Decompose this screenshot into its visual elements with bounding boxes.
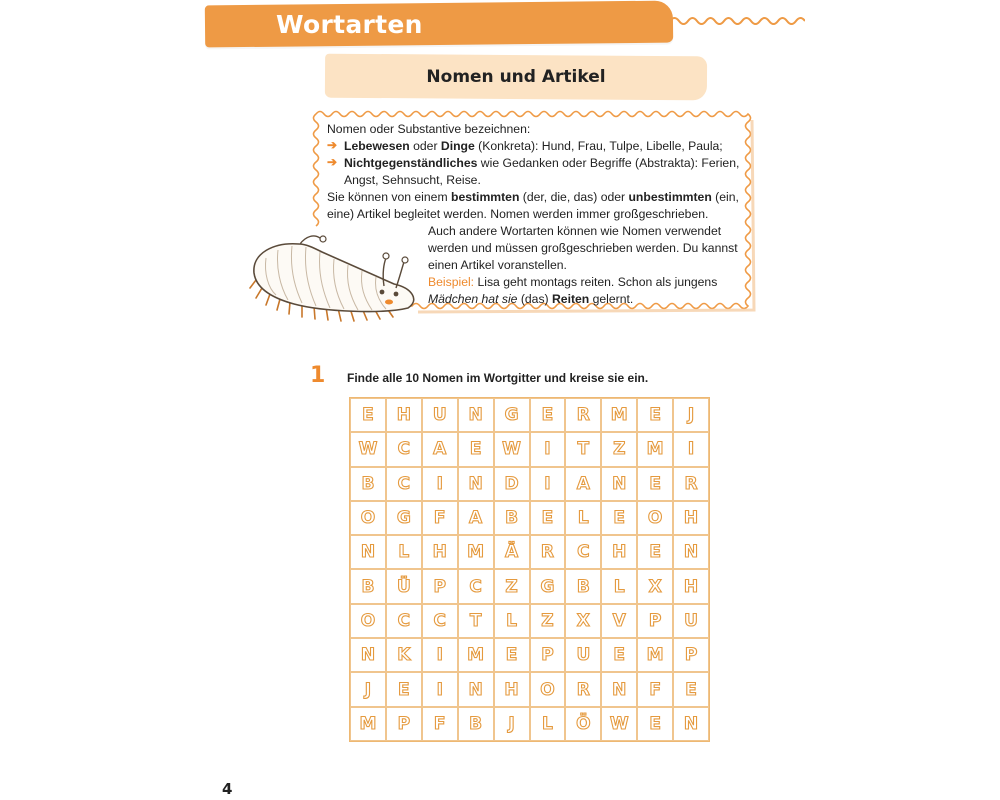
paragraph-text: (der, die, das) oder [519,190,629,204]
grid-cell[interactable]: N [458,398,494,432]
example-label: Beispiel: [428,275,475,289]
grid-cell[interactable]: O [350,604,386,638]
grid-cell[interactable]: E [386,672,422,706]
grid-cell[interactable]: P [422,569,458,603]
info-intro: Nomen oder Substantive bezeichnen: [327,122,531,136]
grid-cell[interactable]: B [350,569,386,603]
grid-cell[interactable]: B [458,707,494,741]
arrow-right-icon: ➔ [327,138,338,152]
grid-cell[interactable]: I [422,467,458,501]
grid-cell[interactable]: C [386,467,422,501]
example-text: Lisa geht montags reiten. Schon als jungens [474,275,718,289]
bullet-text: wie Gedanken oder Begriffe (Abstrakta): Ferien, [477,156,740,170]
grid-cell[interactable]: X [565,604,601,638]
grid-cell[interactable]: E [530,501,566,535]
grid-cell[interactable]: E [637,398,673,432]
term-lebewesen: Lebewesen [344,139,410,153]
example-line-1 [428,274,717,291]
caterpillar-illustration-icon [244,228,424,328]
term-nichtgegenstaendliches: Nichtgegenständliches [344,156,478,170]
grid-cell[interactable]: X [637,569,673,603]
grid-cell[interactable]: E [673,672,709,706]
grid-cell[interactable]: R [565,672,601,706]
bullet-nichtgegenstaendliches [344,155,739,172]
grid-cell[interactable]: E [458,432,494,466]
grid-cell[interactable]: C [565,535,601,569]
wave-decoration-icon [670,14,805,28]
grid-cell[interactable]: C [386,432,422,466]
grid-cell[interactable]: J [673,398,709,432]
term-bestimmten: bestimmten [451,190,520,204]
example-text: gelernt. [589,292,634,306]
example-line-2 [428,291,633,308]
grid-cell[interactable]: G [530,569,566,603]
grid-cell[interactable]: R [565,398,601,432]
grid-cell[interactable]: O [637,501,673,535]
grid-cell[interactable]: H [386,398,422,432]
grid-cell[interactable]: U [422,398,458,432]
grid-cell[interactable]: J [494,707,530,741]
grid-cell[interactable]: U [673,604,709,638]
grid-cell[interactable]: H [673,569,709,603]
grid-cell[interactable]: E [350,398,386,432]
grid-cell[interactable]: Z [494,569,530,603]
term-reiten: Reiten [551,292,590,306]
grid-cell[interactable]: P [386,707,422,741]
grid-cell[interactable]: F [422,707,458,741]
grid-cell[interactable]: I [422,672,458,706]
example-text: (das) [517,292,552,306]
grid-cell[interactable]: N [350,638,386,672]
page-title: Wortarten [276,10,423,39]
bullet-text-continued: Angst, Sehnsucht, Reise. [344,173,481,187]
grid-cell[interactable]: P [673,638,709,672]
nominalization-line-2: werden und müssen großgeschrieben werden. Du kannst [428,241,738,255]
grid-cell[interactable]: W [494,432,530,466]
grid-cell[interactable]: E [637,535,673,569]
grid-cell[interactable]: C [458,569,494,603]
grid-cell[interactable]: F [637,672,673,706]
paragraph-text-continued: eine) Artikel begleitet werden. Nomen werden immer großgeschrieben. [327,207,709,221]
grid-cell[interactable]: C [422,604,458,638]
grid-cell[interactable]: E [494,638,530,672]
grid-cell[interactable]: Ö [565,707,601,741]
grid-cell[interactable]: I [422,638,458,672]
grid-cell[interactable]: N [601,672,637,706]
nominalization-line-1: Auch andere Wortarten können wie Nomen verwendet [428,224,722,238]
paragraph-text: Sie können von einem [327,190,451,204]
grid-cell[interactable]: W [350,432,386,466]
grid-cell[interactable]: Z [601,432,637,466]
grid-cell[interactable]: M [350,707,386,741]
grid-cell[interactable]: H [494,672,530,706]
grid-cell[interactable]: I [673,432,709,466]
grid-cell[interactable]: B [565,569,601,603]
exercise-number: 1 [310,363,326,388]
grid-cell[interactable]: R [673,467,709,501]
paragraph-text: (ein, [711,190,739,204]
grid-cell[interactable]: K [386,638,422,672]
grid-cell[interactable]: E [530,398,566,432]
term-unbestimmten: unbestimmten [628,190,712,204]
grid-cell[interactable]: L [530,707,566,741]
grid-cell[interactable]: E [601,638,637,672]
bullet-text: oder [409,139,441,153]
grid-cell[interactable]: P [637,604,673,638]
grid-cell[interactable]: A [422,432,458,466]
grid-cell[interactable]: E [637,467,673,501]
article-paragraph [327,189,739,206]
grid-cell[interactable]: M [601,398,637,432]
grid-cell[interactable]: F [422,501,458,535]
bullet-lebewesen [344,138,723,155]
grid-cell[interactable]: A [458,501,494,535]
grid-cell[interactable]: O [350,501,386,535]
grid-cell[interactable]: N [350,535,386,569]
grid-cell[interactable]: G [494,398,530,432]
grid-cell[interactable]: V [601,604,637,638]
bullet-text: (Konkreta): Hund, Frau, Tulpe, Libelle, Paula; [474,139,723,153]
grid-cell[interactable]: Ü [386,569,422,603]
grid-cell[interactable]: W [601,707,637,741]
grid-cell[interactable]: N [601,467,637,501]
grid-cell[interactable]: H [422,535,458,569]
grid-cell[interactable]: M [458,638,494,672]
grid-cell[interactable]: N [673,707,709,741]
grid-cell[interactable]: M [458,535,494,569]
grid-cell[interactable]: P [530,638,566,672]
grid-cell[interactable]: C [386,604,422,638]
term-dinge: Dinge [440,139,475,153]
grid-cell[interactable]: N [458,672,494,706]
page-number: 4 [222,780,233,798]
grid-cell[interactable]: T [565,432,601,466]
grid-cell[interactable]: M [637,638,673,672]
grid-cell[interactable]: E [637,707,673,741]
word-search-grid [349,397,710,742]
grid-cell[interactable]: B [350,467,386,501]
grid-cell[interactable]: M [637,432,673,466]
grid-cell[interactable]: I [530,467,566,501]
grid-cell[interactable]: N [458,467,494,501]
grid-cell[interactable]: E [601,501,637,535]
section-title: Nomen und Artikel [426,67,606,87]
grid-cell[interactable]: Ä [494,535,530,569]
grid-cell[interactable]: Z [530,604,566,638]
grid-cell[interactable]: N [673,535,709,569]
grid-cell[interactable]: I [530,432,566,466]
grid-cell[interactable]: H [601,535,637,569]
grid-cell[interactable]: D [494,467,530,501]
arrow-right-icon: ➔ [327,155,338,169]
grid-cell[interactable]: L [601,569,637,603]
grid-cell[interactable]: L [386,535,422,569]
grid-cell[interactable]: L [494,604,530,638]
grid-cell[interactable]: R [530,535,566,569]
grid-cell[interactable]: G [386,501,422,535]
grid-cell[interactable]: L [565,501,601,535]
grid-cell[interactable]: O [530,672,566,706]
grid-cell[interactable]: J [350,672,386,706]
nominalization-line-3: einen Artikel voranstellen. [428,258,567,272]
grid-cell[interactable]: U [565,638,601,672]
grid-cell[interactable]: A [565,467,601,501]
exercise-instruction: Finde alle 10 Nomen im Wortgitter und kreise sie ein. [347,371,649,385]
grid-cell[interactable]: T [458,604,494,638]
example-italic: Mädchen hat sie [428,292,518,306]
grid-cell[interactable]: H [673,501,709,535]
grid-cell[interactable]: B [494,501,530,535]
